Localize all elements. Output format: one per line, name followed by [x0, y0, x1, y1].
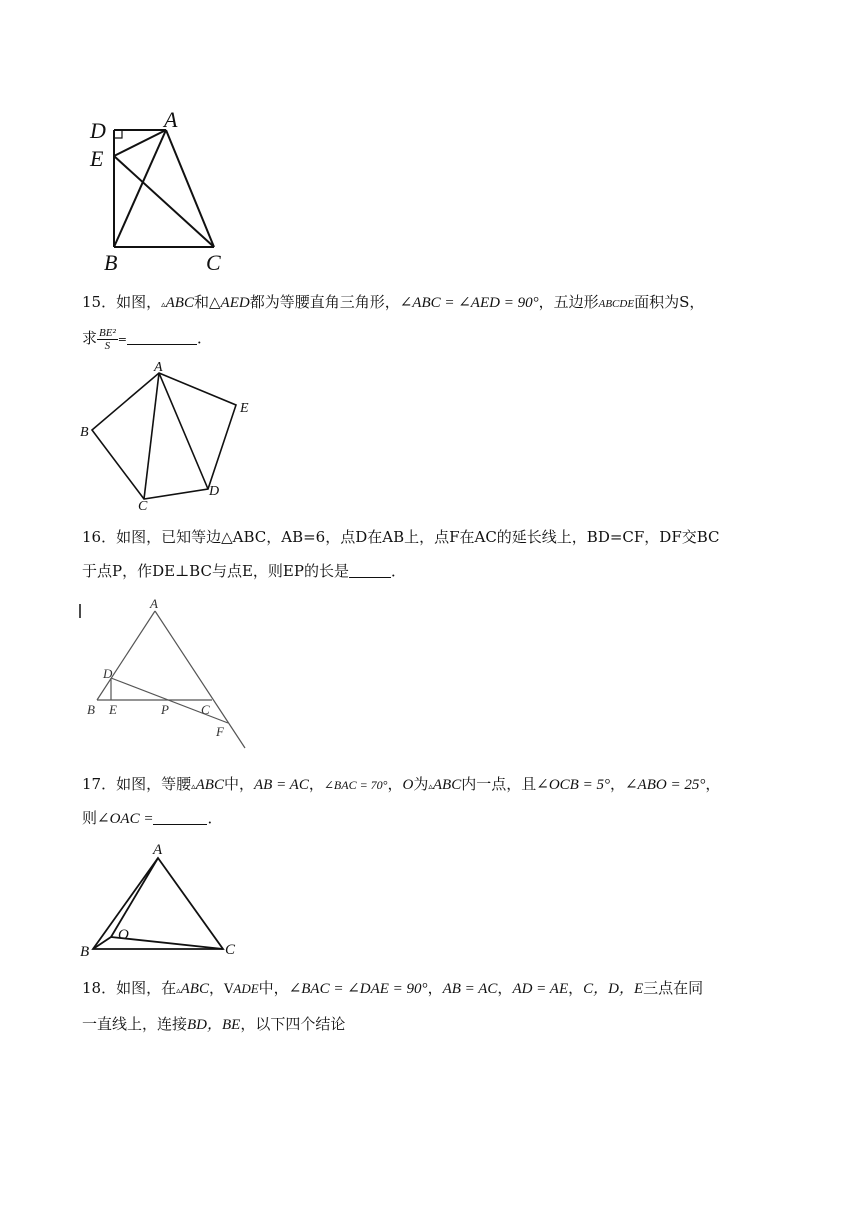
q15-text: 面积为S，: [634, 293, 705, 311]
label-B: B: [80, 944, 90, 960]
segment-AO: [111, 858, 158, 937]
question-15: 15．如图，▵ABC和△AED都为等腰直角三角形，∠ABC = ∠AED = 90°，五边形ABCDE面积为S，: [82, 293, 705, 311]
q15-answer-blank[interactable]: [127, 326, 197, 345]
label-A: A: [164, 108, 178, 132]
fraction-numerator: BE²: [99, 326, 116, 339]
label-O: O: [118, 927, 129, 943]
q18-text: 如图，在: [116, 979, 177, 997]
q17-text: ，: [387, 775, 403, 793]
question-17-line2: [82, 801, 782, 836]
label-E: E: [90, 146, 104, 171]
q15-text: 都为等腰直角三角形，: [249, 293, 400, 311]
q17-text: 内一点，且: [461, 775, 537, 793]
q15-text: ，五边形: [538, 293, 599, 311]
q18-triangle: ADE: [233, 981, 259, 996]
q18-text: ，: [568, 979, 584, 997]
q15-triangle-1: ABC: [165, 295, 194, 311]
q17-equation: ∠BAC = 70°: [323, 778, 388, 792]
label-C: C: [138, 499, 148, 510]
label-F: F: [216, 724, 224, 739]
q17-text: 为: [413, 775, 429, 793]
segment-BA: [114, 130, 166, 247]
q16-number: 16．: [82, 528, 117, 546]
label-E: E: [109, 702, 117, 717]
label-B: B: [104, 250, 118, 275]
segment-AC: [166, 130, 214, 247]
segment-AB: [97, 611, 155, 700]
fraction-denominator: S: [104, 339, 111, 352]
question-16-line2: [82, 554, 782, 588]
q17-point-o: O: [402, 777, 414, 793]
q15-text: =: [117, 333, 127, 346]
question-15-line2: [82, 321, 782, 357]
label-B: B: [87, 702, 95, 717]
label-A: A: [154, 360, 163, 375]
q18-text: ，: [427, 979, 443, 997]
question-18: 18．如图，在▵ABC，VADE中，∠BAC = ∠DAE = 90°，AB = AC，AD = AE，C，D，E三点在同: [82, 979, 704, 997]
q15-pentagon: ABCDE: [598, 298, 635, 310]
label-B: B: [80, 425, 89, 440]
q18-equation: AB = AC: [442, 981, 498, 997]
q17-text: ．: [207, 809, 223, 827]
q17-triangle: ABC: [432, 777, 462, 793]
pentagon-ABCDE: [92, 373, 236, 499]
segment-AF-line: [155, 611, 245, 748]
figure-q16-svg: [78, 592, 258, 752]
q17-equation: ∠OAC =: [97, 811, 154, 827]
q18-text: 一直线上，连接: [82, 1015, 188, 1033]
q15-fraction: [97, 327, 118, 352]
q18-equation: AD = AE: [512, 981, 569, 997]
q15-text: 求: [82, 329, 98, 347]
label-E: E: [240, 401, 249, 416]
label-C: C: [201, 702, 210, 717]
q18-segments: BD，BE: [187, 1017, 241, 1033]
label-A: A: [150, 596, 158, 611]
q15-text: 如图，: [116, 293, 162, 311]
q15-angles: ∠ABC = ∠AED = 90°: [399, 295, 539, 311]
q17-text: ，: [609, 775, 625, 793]
q18-text: 三点在同: [643, 979, 704, 997]
q16-answer-blank[interactable]: [349, 559, 391, 578]
question-18-line2: [82, 1007, 782, 1042]
q17-text: 则: [82, 809, 98, 827]
q18-text: ，: [497, 979, 513, 997]
q18-text: V: [224, 982, 234, 997]
q16-text: ．: [390, 562, 406, 580]
figure-q17: [78, 838, 248, 962]
segment-AC: [144, 373, 159, 499]
q18-number: 18．: [82, 979, 117, 997]
segment-BO: [93, 937, 111, 949]
q17-equation: ∠ABO = 25°: [624, 777, 706, 793]
label-D: D: [209, 484, 220, 499]
q18-equation: ∠BAC = ∠DAE = 90°: [288, 981, 428, 997]
label-D: D: [103, 666, 113, 681]
label-P: P: [161, 702, 169, 717]
label-C: C: [206, 250, 221, 275]
q16-text: 如图，已知等边△ABC，AB=6，点D在AB上，点F在AC的延长线上，BD=CF，DF交BC: [116, 528, 720, 546]
q15-number: 15．: [82, 293, 117, 311]
q17-text: 如图，等腰: [116, 775, 192, 793]
figure-q17-svg: [78, 838, 248, 962]
q15-text: 和△: [193, 293, 221, 311]
right-angle-mark: [114, 130, 122, 138]
q18-text: 中，: [258, 979, 289, 997]
q16-text: 于点P，作DE⊥BC与点E，则EP的长是: [82, 562, 349, 580]
q17-answer-blank[interactable]: [153, 806, 207, 825]
figure-q16: [78, 592, 258, 752]
segment-EC: [114, 156, 214, 247]
label-C: C: [225, 942, 236, 958]
q17-equation: ∠OCB = 5°: [536, 777, 610, 793]
q18-triangle: ABC: [180, 981, 209, 997]
q18-text: ，以下四个结论: [240, 1015, 346, 1033]
question-16: [82, 520, 782, 554]
q17-number: 17．: [82, 775, 117, 793]
q18-points: C，D，E: [583, 981, 644, 997]
q17-text: ，: [308, 775, 324, 793]
q17-text: ，: [705, 775, 721, 793]
figure-q15: [78, 360, 268, 510]
label-A: A: [153, 842, 163, 858]
q17-text: 中，: [223, 775, 254, 793]
q17-triangle: ABC: [195, 777, 224, 793]
figure-q14: [84, 108, 234, 276]
q15-text: ．: [196, 329, 212, 347]
figure-q15-svg: [78, 360, 268, 510]
q15-triangle-2: AED: [220, 295, 250, 311]
label-D: D: [90, 118, 106, 143]
question-17: 17．如图，等腰▵ABC中，AB = AC，∠BAC = 70°，O为▵ABC内一点，且∠OCB = 5°，∠ABO = 25°，: [82, 775, 721, 793]
figure-q14-svg: [84, 108, 234, 276]
q17-equation: AB = AC: [254, 777, 309, 793]
q18-text: ，: [208, 979, 224, 997]
